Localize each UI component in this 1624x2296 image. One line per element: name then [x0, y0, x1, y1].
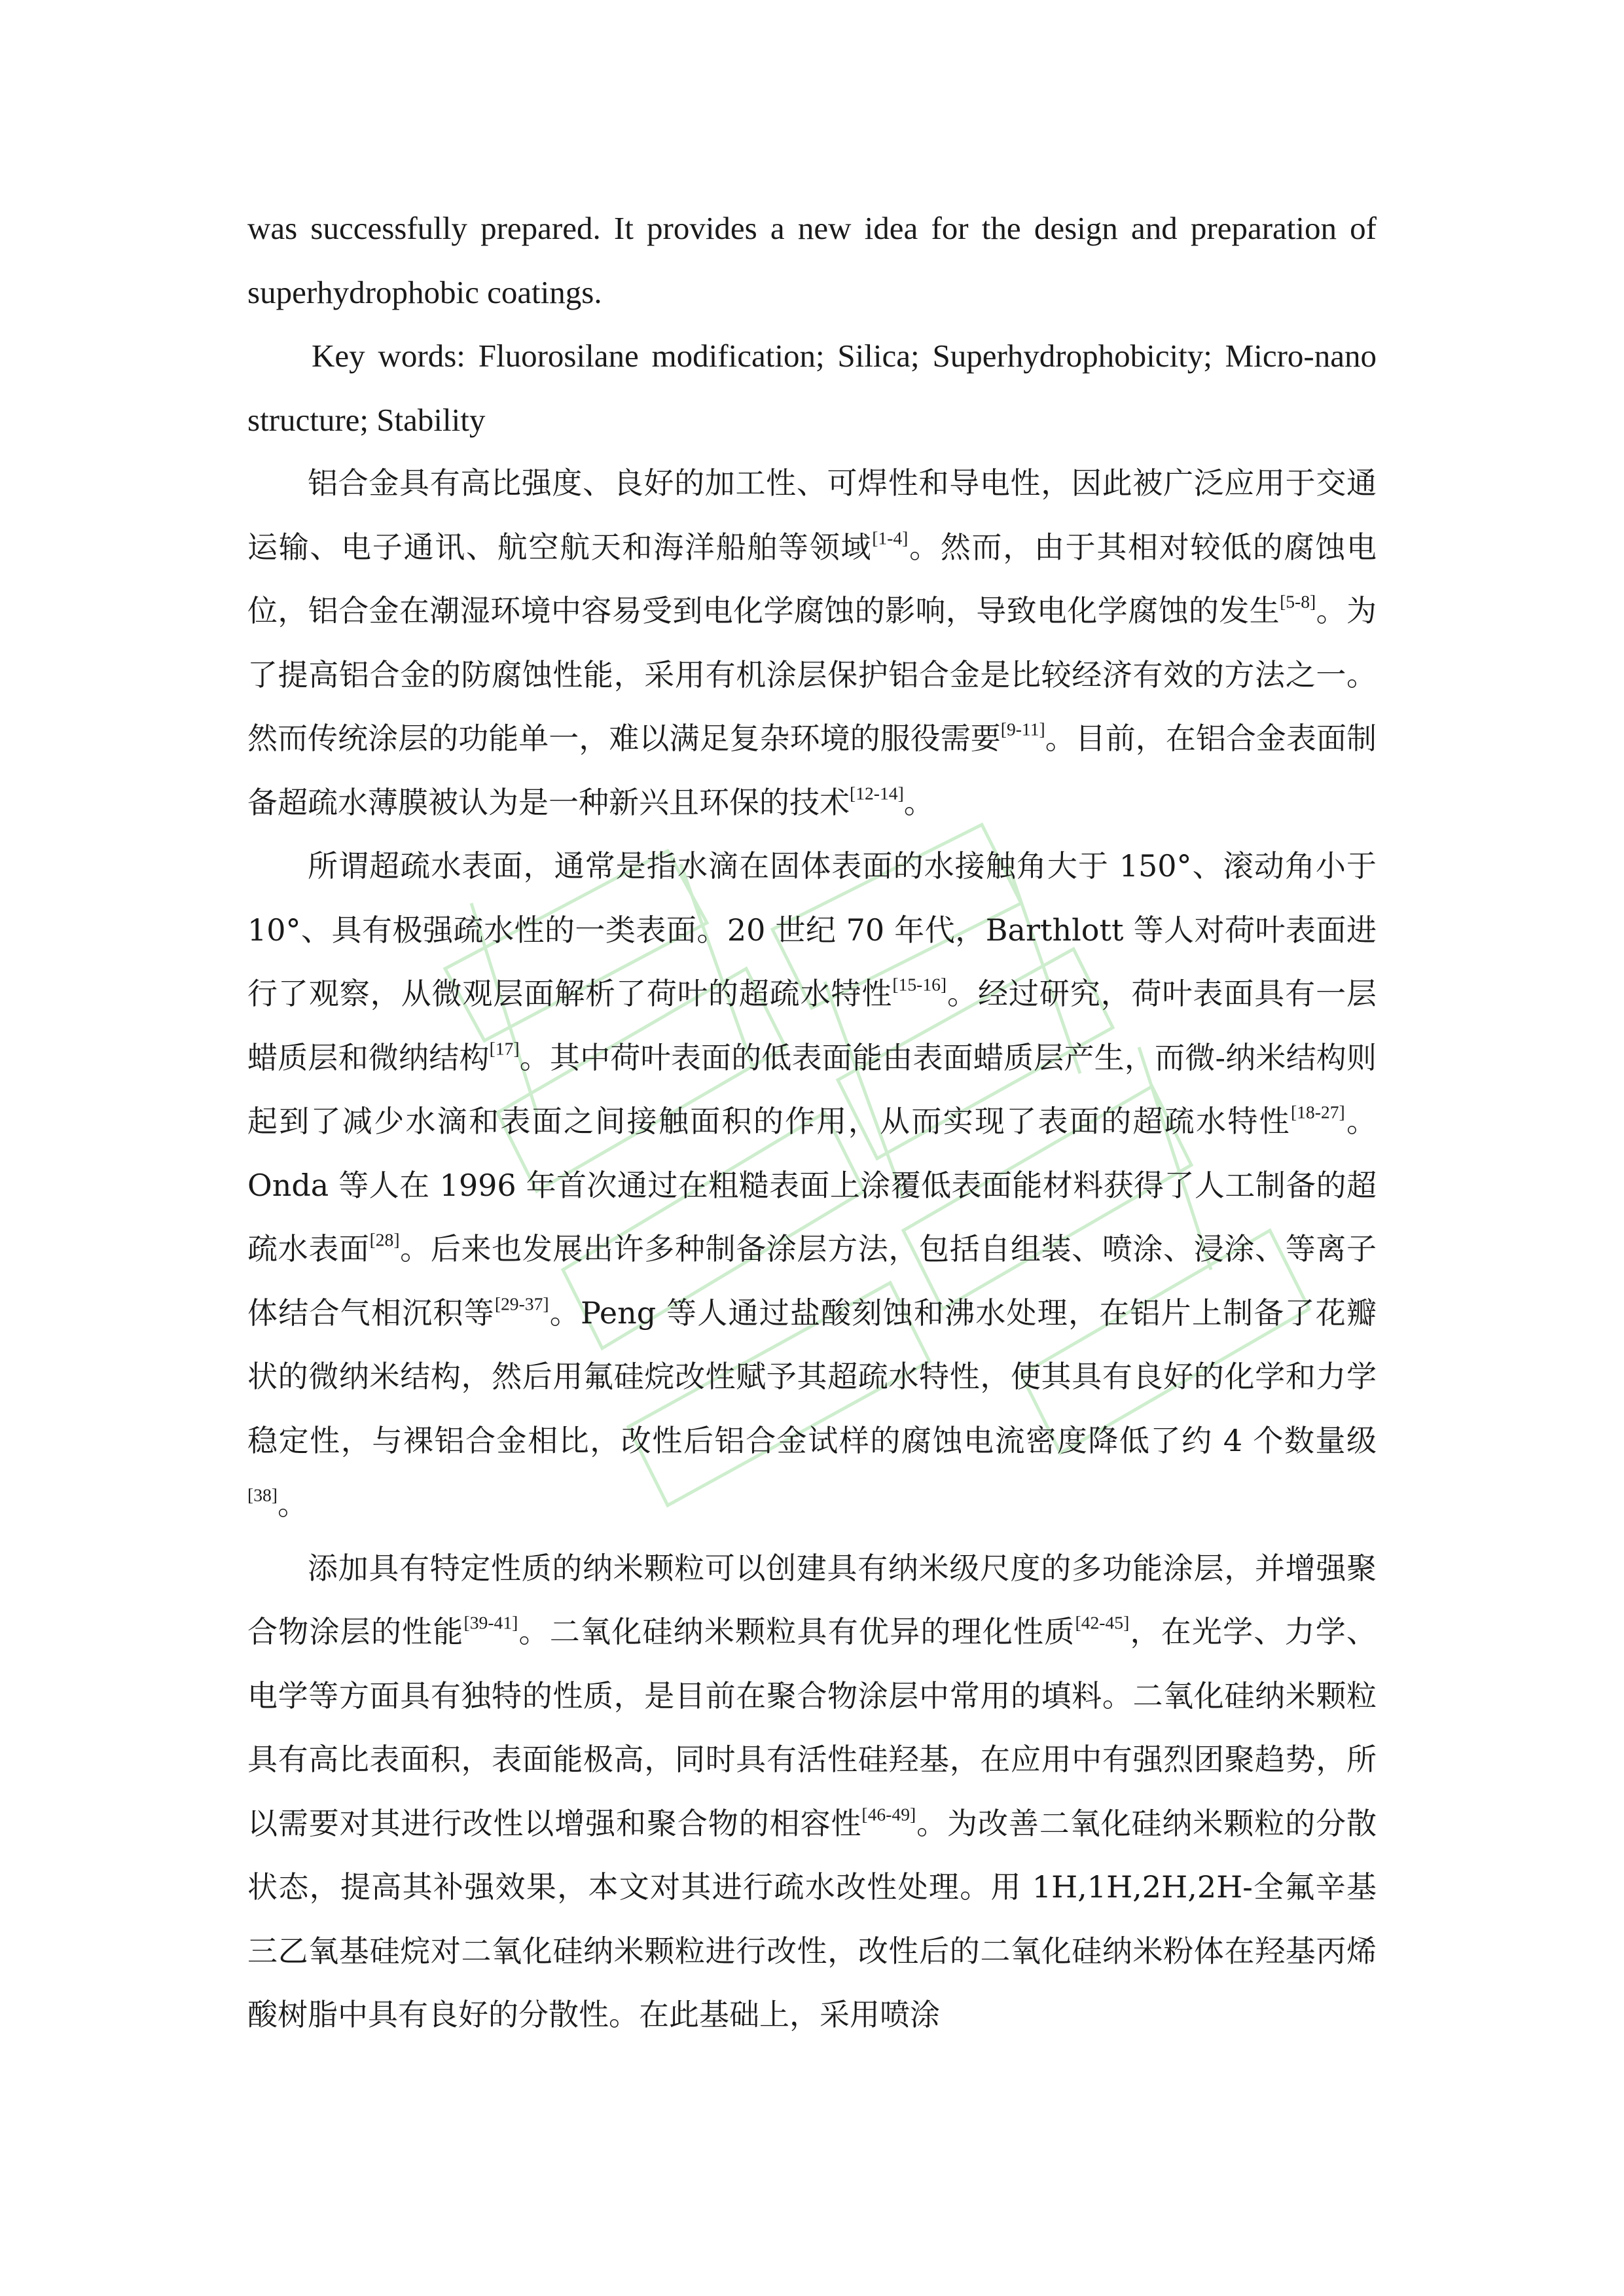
citation: [28]	[369, 1229, 400, 1250]
citation: [12-14]	[850, 782, 904, 803]
text-run: 。为了提高铝合金的防腐蚀性能，采用有机涂层保护铝合金是比较经济有效的方法之一。然而传统涂层的功能单一，难以满足复杂环境的服役需要	[247, 593, 1377, 756]
page-body	[247, 196, 1377, 2047]
text-run: 。其中荷叶表面的低表面能由表面蜡质层产生，而微-纳米结构则起到了减少水滴和表面之间接触面积的作用，从而实现了表面的超疏水特性	[247, 1039, 1377, 1139]
citation: [42-45]	[1075, 1612, 1130, 1633]
keywords: Key words: Fluorosilane modification; Silica; Superhydrophobicity; Micro-nano structure; Stability	[247, 338, 1377, 438]
intro-paragraph-1	[247, 452, 1377, 834]
text-run: 。为改善二氧化硅纳米颗粒的分散状态，提高其补强效果，本文对其进行疏水改性处理。用 1H,1H,2H,2H-全氟辛基三乙氧基硅烷对二氧化硅纳米颗粒进行改性，改性后的二氧化硅纳米粉体在羟基丙烯酸树脂中具有良好的分散性。在此基础上，采用喷涂	[247, 1805, 1377, 2032]
text-run: 。后来也发展出许多种制备涂层方法，包括自组装、喷涂、浸涂、等离子体结合气相沉积等	[247, 1231, 1377, 1331]
citation: [46-49]	[861, 1803, 916, 1824]
text-run: 。Onda 等人在 1996 年首次通过在粗糙表面上涂覆低表面能材料获得了人工制备的超疏水表面	[247, 1103, 1377, 1266]
abstract-tail: was successfully prepared. It provides a new idea for the design and preparation of superhydrophobic coatings.	[247, 210, 1377, 310]
text-run: 添加具有特定性质的纳米颗粒可以创建具有纳米级尺度的多功能涂层，并增强聚合物涂层的性能	[247, 1550, 1377, 1649]
text-run: 。	[277, 1486, 308, 1522]
text-run: 。目前，在铝合金表面制备超疏水薄膜被认为是一种新兴且环保的技术	[247, 721, 1377, 820]
citation: [9-11]	[1000, 719, 1045, 740]
text-run: 。二氧化硅纳米颗粒具有优异的理化性质	[518, 1614, 1075, 1649]
citation: [29-37]	[494, 1293, 549, 1314]
intro-paragraph-2	[247, 834, 1377, 1537]
text-run: 所谓超疏水表面，通常是指水滴在固体表面的水接触角大于 150°、滚动角小于 10°、具有极强疏水性的一类表面。20 世纪 70 年代，Barthlott 等人对荷叶表面进行了观察，从微观层面解析了荷叶的超疏水特性	[247, 848, 1377, 1011]
citation: [18-27]	[1290, 1102, 1345, 1122]
text-run: 铝合金具有高比强度、良好的加工性、可焊性和导电性，因此被广泛应用于交通运输、电子通讯、航空航天和海洋船舶等领域	[247, 465, 1377, 565]
citation: [1-4]	[872, 527, 909, 548]
citation: [5-8]	[1280, 591, 1316, 612]
citation: [39-41]	[463, 1612, 518, 1633]
text-run: ，在光学、力学、电学等方面具有独特的性质，是目前在聚合物涂层中常用的填料。二氧化硅纳米颗粒具有高比表面积，表面能极高，同时具有活性硅羟基，在应用中有强烈团聚趋势，所以需要对其进行改性以增强和聚合物的相容性	[247, 1614, 1377, 1841]
text-run: 。Peng 等人通过盐酸刻蚀和沸水处理，在铝片上制备了花瓣状的微纳米结构，然后用氟硅烷改性赋予其超疏水特性，使其具有良好的化学和力学稳定性，与裸铝合金相比，改性后铝合金试样的腐蚀电流密度降低了约 4 个数量级	[247, 1295, 1377, 1458]
text-run: 。然而，由于其相对较低的腐蚀电位，铝合金在潮湿环境中容易受到电化学腐蚀的影响，导致电化学腐蚀的发生	[247, 529, 1377, 628]
intro-paragraph-3	[247, 1537, 1377, 2047]
citation: [17]	[489, 1037, 520, 1058]
text-run: 。经过研究，荷叶表面具有一层蜡质层和微纳结构	[247, 976, 1377, 1075]
citation: [15-16]	[892, 974, 947, 995]
text-run: 。	[903, 784, 934, 820]
citation: [38]	[247, 1484, 278, 1505]
